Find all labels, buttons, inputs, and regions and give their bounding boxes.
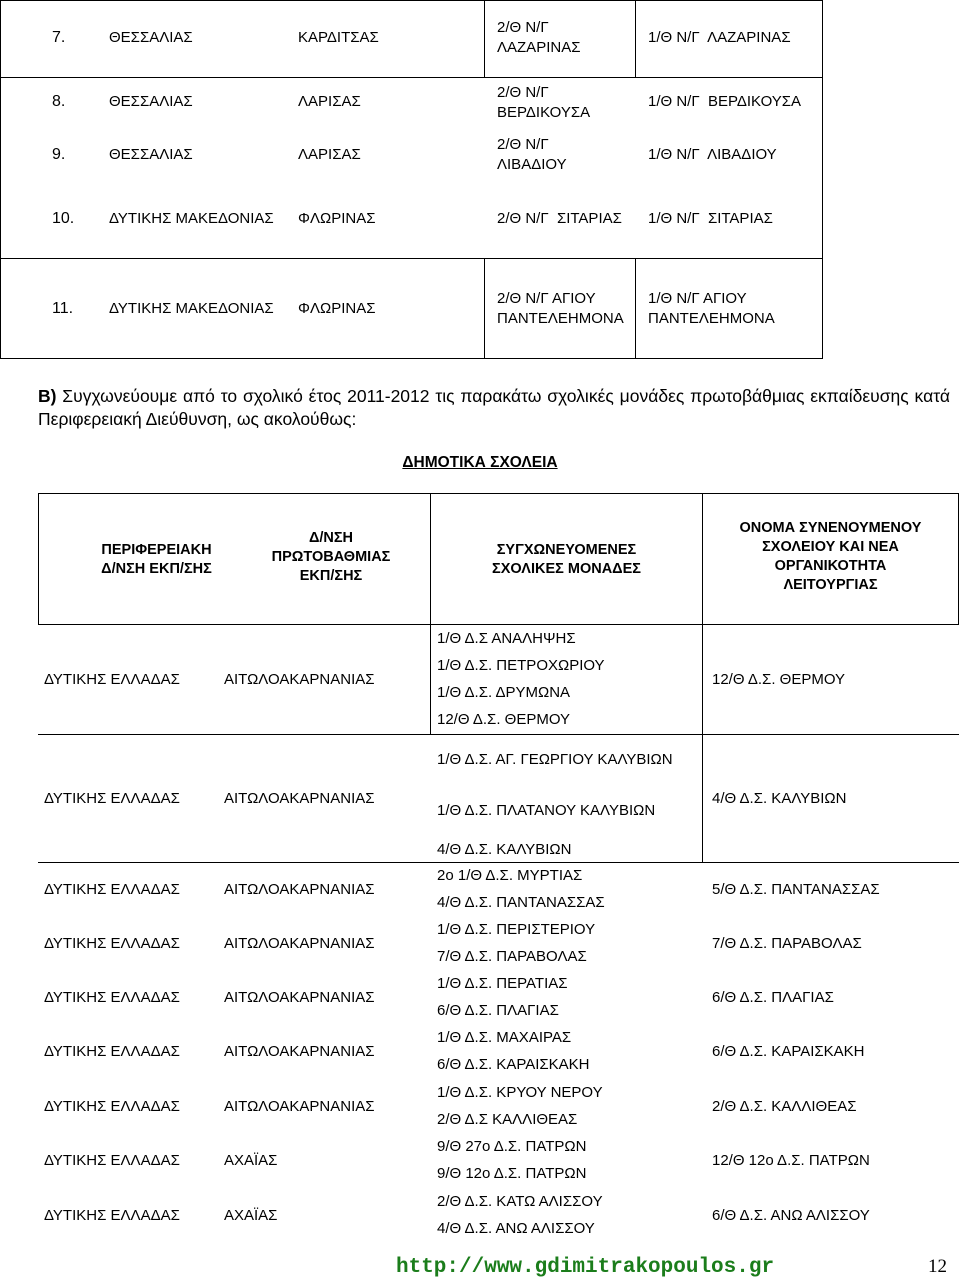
directorate-cell: ΑΙΤΩΛΟΑΚΑΡΝΑΝΙΑΣ — [224, 790, 375, 807]
page-number: 12 — [928, 1256, 947, 1277]
directorate-cell: ΑΙΤΩΛΟΑΚΑΡΝΑΝΙΑΣ — [224, 989, 375, 1006]
paragraph-text: Συγχωνεύουμε από το σχολικό έτος 2011-2012 τις παρακάτω σχολικές μονάδες πρωτοβάθμιας εκπαίδευσης κατά Περιφερειακή Διεύθυνση, ως ακολούθως: — [38, 386, 950, 429]
header-new-school: ΟΝΟΜΑ ΣΥΝΕΝΟΥΜΕΝΟΥ ΣΧΟΛΕΙΟΥ ΚΑΙ ΝΕΑ ΟΡΓΑΝΙΚΟΤΗΤΑ ΛΕΙΤΟΥΡΓΙΑΣ — [739, 520, 922, 593]
result-cell: 6/Θ Δ.Σ. ΠΛΑΓΙΑΣ — [712, 989, 834, 1006]
directorate-cell: ΑΙΤΩΛΟΑΚΑΡΝΑΝΙΑΣ — [224, 1043, 375, 1060]
result-cell: 4/Θ Δ.Σ. ΚΑΛΥΒΙΩΝ — [712, 790, 847, 807]
header-directorate: Δ/ΝΣΗ ΠΡΩΤΟΒΑΘΜΙΑΣ ΕΚΠ/ΣΗΣ — [271, 530, 391, 584]
school-item: 4/Θ Δ.Σ. ΚΑΛΥΒΙΩΝ — [437, 841, 572, 858]
region-cell: ΔΥΤΙΚΗΣ ΕΛΛΑΔΑΣ — [44, 1098, 180, 1115]
school-item: 1/Θ Δ.Σ. ΠΕΡΙΣΤΕΡΙΟΥ — [437, 921, 596, 938]
result-cell: 7/Θ Δ.Σ. ΠΑΡΑΒΟΛΑΣ — [712, 935, 862, 952]
school-item: 1/Θ Δ.Σ. ΠΛΑΤΑΝΟΥ ΚΑΛΥΒΙΩΝ — [437, 802, 656, 819]
paragraph-label: Β) — [38, 386, 57, 406]
directorate-cell: ΑΙΤΩΛΟΑΚΑΡΝΑΝΙΑΣ — [224, 935, 375, 952]
school-item: 1/Θ Δ.Σ. ΠΕΤΡΟΧΩΡΙΟΥ — [437, 657, 605, 674]
school-item: 9/Θ 27ο Δ.Σ. ΠΑΤΡΩΝ — [437, 1138, 587, 1155]
to-school-cell: 1/Θ Ν/Γ ΑΓΙΟΥ ΠΑΝΤΕΛΕΗΜΟΝΑ — [648, 290, 775, 327]
region-cell: ΔΥΤΙΚΗΣ ΕΛΛΑΔΑΣ — [44, 1043, 180, 1060]
intro-paragraph — [38, 385, 950, 431]
school-item: 1/Θ Δ.Σ ΑΝΑΛΗΨΗΣ — [437, 630, 576, 647]
school-item: 2/Θ Δ.Σ. ΚΑΤΩ ΑΛΙΣΣΟΥ — [437, 1193, 603, 1210]
result-cell: 6/Θ Δ.Σ. ΚΑΡΑΙΣΚΑΚΗ — [712, 1043, 865, 1060]
prefecture-cell: ΛΑΡΙΣΑΣ — [298, 93, 361, 110]
school-item: 7/Θ Δ.Σ. ΠΑΡΑΒΟΛΑΣ — [437, 948, 587, 965]
row-number: 7. — [52, 29, 66, 46]
to-school-cell: 1/Θ Ν/Γ ΛΑΖΑΡΙΝΑΣ — [648, 29, 791, 46]
school-item: 1/Θ Δ.Σ. ΚΡΥΟΥ ΝΕΡΟΥ — [437, 1084, 603, 1101]
result-cell: 5/Θ Δ.Σ. ΠΑΝΤΑΝΑΣΣΑΣ — [712, 881, 880, 898]
header-merged-schools: ΣΥΓΧΩΝΕΥΟΜΕΝΕΣ ΣΧΟΛΙΚΕΣ ΜΟΝΑΔΕΣ — [492, 542, 641, 577]
from-school-cell: 2/Θ Ν/Γ ΒΕΡΔΙΚΟΥΣΑ — [497, 84, 591, 121]
directorate-cell: ΑΙΤΩΛΟΑΚΑΡΝΑΝΙΑΣ — [224, 881, 375, 898]
to-school-cell: 1/Θ Ν/Γ ΒΕΡΔΙΚΟΥΣΑ — [648, 93, 802, 110]
school-item: 1/Θ Δ.Σ. ΔΡΥΜΩΝΑ — [437, 684, 571, 701]
row-number: 11. — [52, 300, 74, 317]
region-cell: ΔΥΤΙΚΗΣ ΕΛΛΑΔΑΣ — [44, 881, 180, 898]
section-title: ΔΗΜΟΤΙΚΑ ΣΧΟΛΕΙΑ — [402, 454, 558, 471]
to-school-cell: 1/Θ Ν/Γ ΛΙΒΑΔΙΟΥ — [648, 146, 777, 163]
school-item: 6/Θ Δ.Σ. ΠΛΑΓΙΑΣ — [437, 1002, 559, 1019]
directorate-cell: ΑΙΤΩΛΟΑΚΑΡΝΑΝΙΑΣ — [224, 671, 375, 688]
directorate-cell: ΑΧΑΪΑΣ — [224, 1207, 278, 1224]
result-cell: 12/Θ Δ.Σ. ΘΕΡΜΟΥ — [712, 671, 846, 688]
prefecture-cell: ΦΛΩΡΙΝΑΣ — [298, 210, 376, 227]
result-cell: 6/Θ Δ.Σ. ΑΝΩ ΑΛΙΣΣΟΥ — [712, 1207, 870, 1224]
school-item: 2/Θ Δ.Σ ΚΑΛΛΙΘΕΑΣ — [437, 1111, 578, 1128]
school-item: 4/Θ Δ.Σ. ΑΝΩ ΑΛΙΣΣΟΥ — [437, 1220, 595, 1237]
region-cell: ΔΥΤΙΚΗΣ ΕΛΛΑΔΑΣ — [44, 671, 180, 688]
to-school-cell: 1/Θ Ν/Γ ΣΙΤΑΡΙΑΣ — [648, 210, 773, 227]
directorate-cell: ΑΙΤΩΛΟΑΚΑΡΝΑΝΙΑΣ — [224, 1098, 375, 1115]
region-cell: ΔΥΤΙΚΗΣ ΜΑΚΕΔΟΝΙΑΣ — [109, 300, 274, 317]
result-cell: 12/Θ 12ο Δ.Σ. ΠΑΤΡΩΝ — [712, 1152, 870, 1169]
directorate-cell: ΑΧΑΪΑΣ — [224, 1152, 278, 1169]
school-item: 12/Θ Δ.Σ. ΘΕΡΜΟΥ — [437, 711, 571, 728]
prefecture-cell: ΦΛΩΡΙΝΑΣ — [298, 300, 376, 317]
prefecture-cell: ΚΑΡΔΙΤΣΑΣ — [298, 29, 379, 46]
from-school-cell: 2/Θ Ν/Γ ΛΙΒΑΔΙΟΥ — [497, 136, 567, 173]
school-item: 1/Θ Δ.Σ. ΜΑΧΑΙΡΑΣ — [437, 1029, 572, 1046]
footer-website-link[interactable]: http://www.gdimitrakopoulos.gr — [396, 1256, 775, 1279]
region-cell: ΔΥΤΙΚΗΣ ΕΛΛΑΔΑΣ — [44, 989, 180, 1006]
school-item: 1/Θ Δ.Σ. ΠΕΡΑΤΙΑΣ — [437, 975, 568, 992]
row-number: 9. — [52, 146, 66, 163]
result-cell: 2/Θ Δ.Σ. ΚΑΛΛΙΘΕΑΣ — [712, 1098, 857, 1115]
region-cell: ΘΕΣΣΑΛΙΑΣ — [109, 93, 193, 110]
region-cell: ΔΥΤΙΚΗΣ ΜΑΚΕΔΟΝΙΑΣ — [109, 210, 274, 227]
from-school-cell: 2/Θ Ν/Γ ΣΙΤΑΡΙΑΣ — [497, 210, 622, 227]
from-school-cell: 2/Θ Ν/Γ ΛΑΖΑΡΙΝΑΣ — [497, 19, 581, 56]
region-cell: ΔΥΤΙΚΗΣ ΕΛΛΑΔΑΣ — [44, 1152, 180, 1169]
school-item: 6/Θ Δ.Σ. ΚΑΡΑΙΣΚΑΚΗ — [437, 1056, 590, 1073]
school-item: 1/Θ Δ.Σ. ΑΓ. ΓΕΩΡΓΙΟΥ ΚΑΛΥΒΙΩΝ — [437, 751, 673, 768]
region-cell: ΔΥΤΙΚΗΣ ΕΛΛΑΔΑΣ — [44, 1207, 180, 1224]
region-cell: ΔΥΤΙΚΗΣ ΕΛΛΑΔΑΣ — [44, 935, 180, 952]
row-number: 8. — [52, 93, 66, 110]
school-item: 2ο 1/Θ Δ.Σ. ΜΥΡΤΙΑΣ — [437, 867, 583, 884]
region-cell: ΘΕΣΣΑΛΙΑΣ — [109, 146, 193, 163]
row-number: 10. — [52, 210, 75, 227]
school-item: 9/Θ 12ο Δ.Σ. ΠΑΤΡΩΝ — [437, 1165, 587, 1182]
prefecture-cell: ΛΑΡΙΣΑΣ — [298, 146, 361, 163]
header-region: ΠΕΡΙΦΕΡΕΙΑΚΗ Δ/ΝΣΗ ΕΚΠ/ΣΗΣ — [101, 542, 212, 577]
region-cell: ΘΕΣΣΑΛΙΑΣ — [109, 29, 193, 46]
from-school-cell: 2/Θ Ν/Γ ΑΓΙΟΥ ΠΑΝΤΕΛΕΗΜΟΝΑ — [497, 290, 624, 327]
school-item: 4/Θ Δ.Σ. ΠΑΝΤΑΝΑΣΣΑΣ — [437, 894, 605, 911]
region-cell: ΔΥΤΙΚΗΣ ΕΛΛΑΔΑΣ — [44, 790, 180, 807]
